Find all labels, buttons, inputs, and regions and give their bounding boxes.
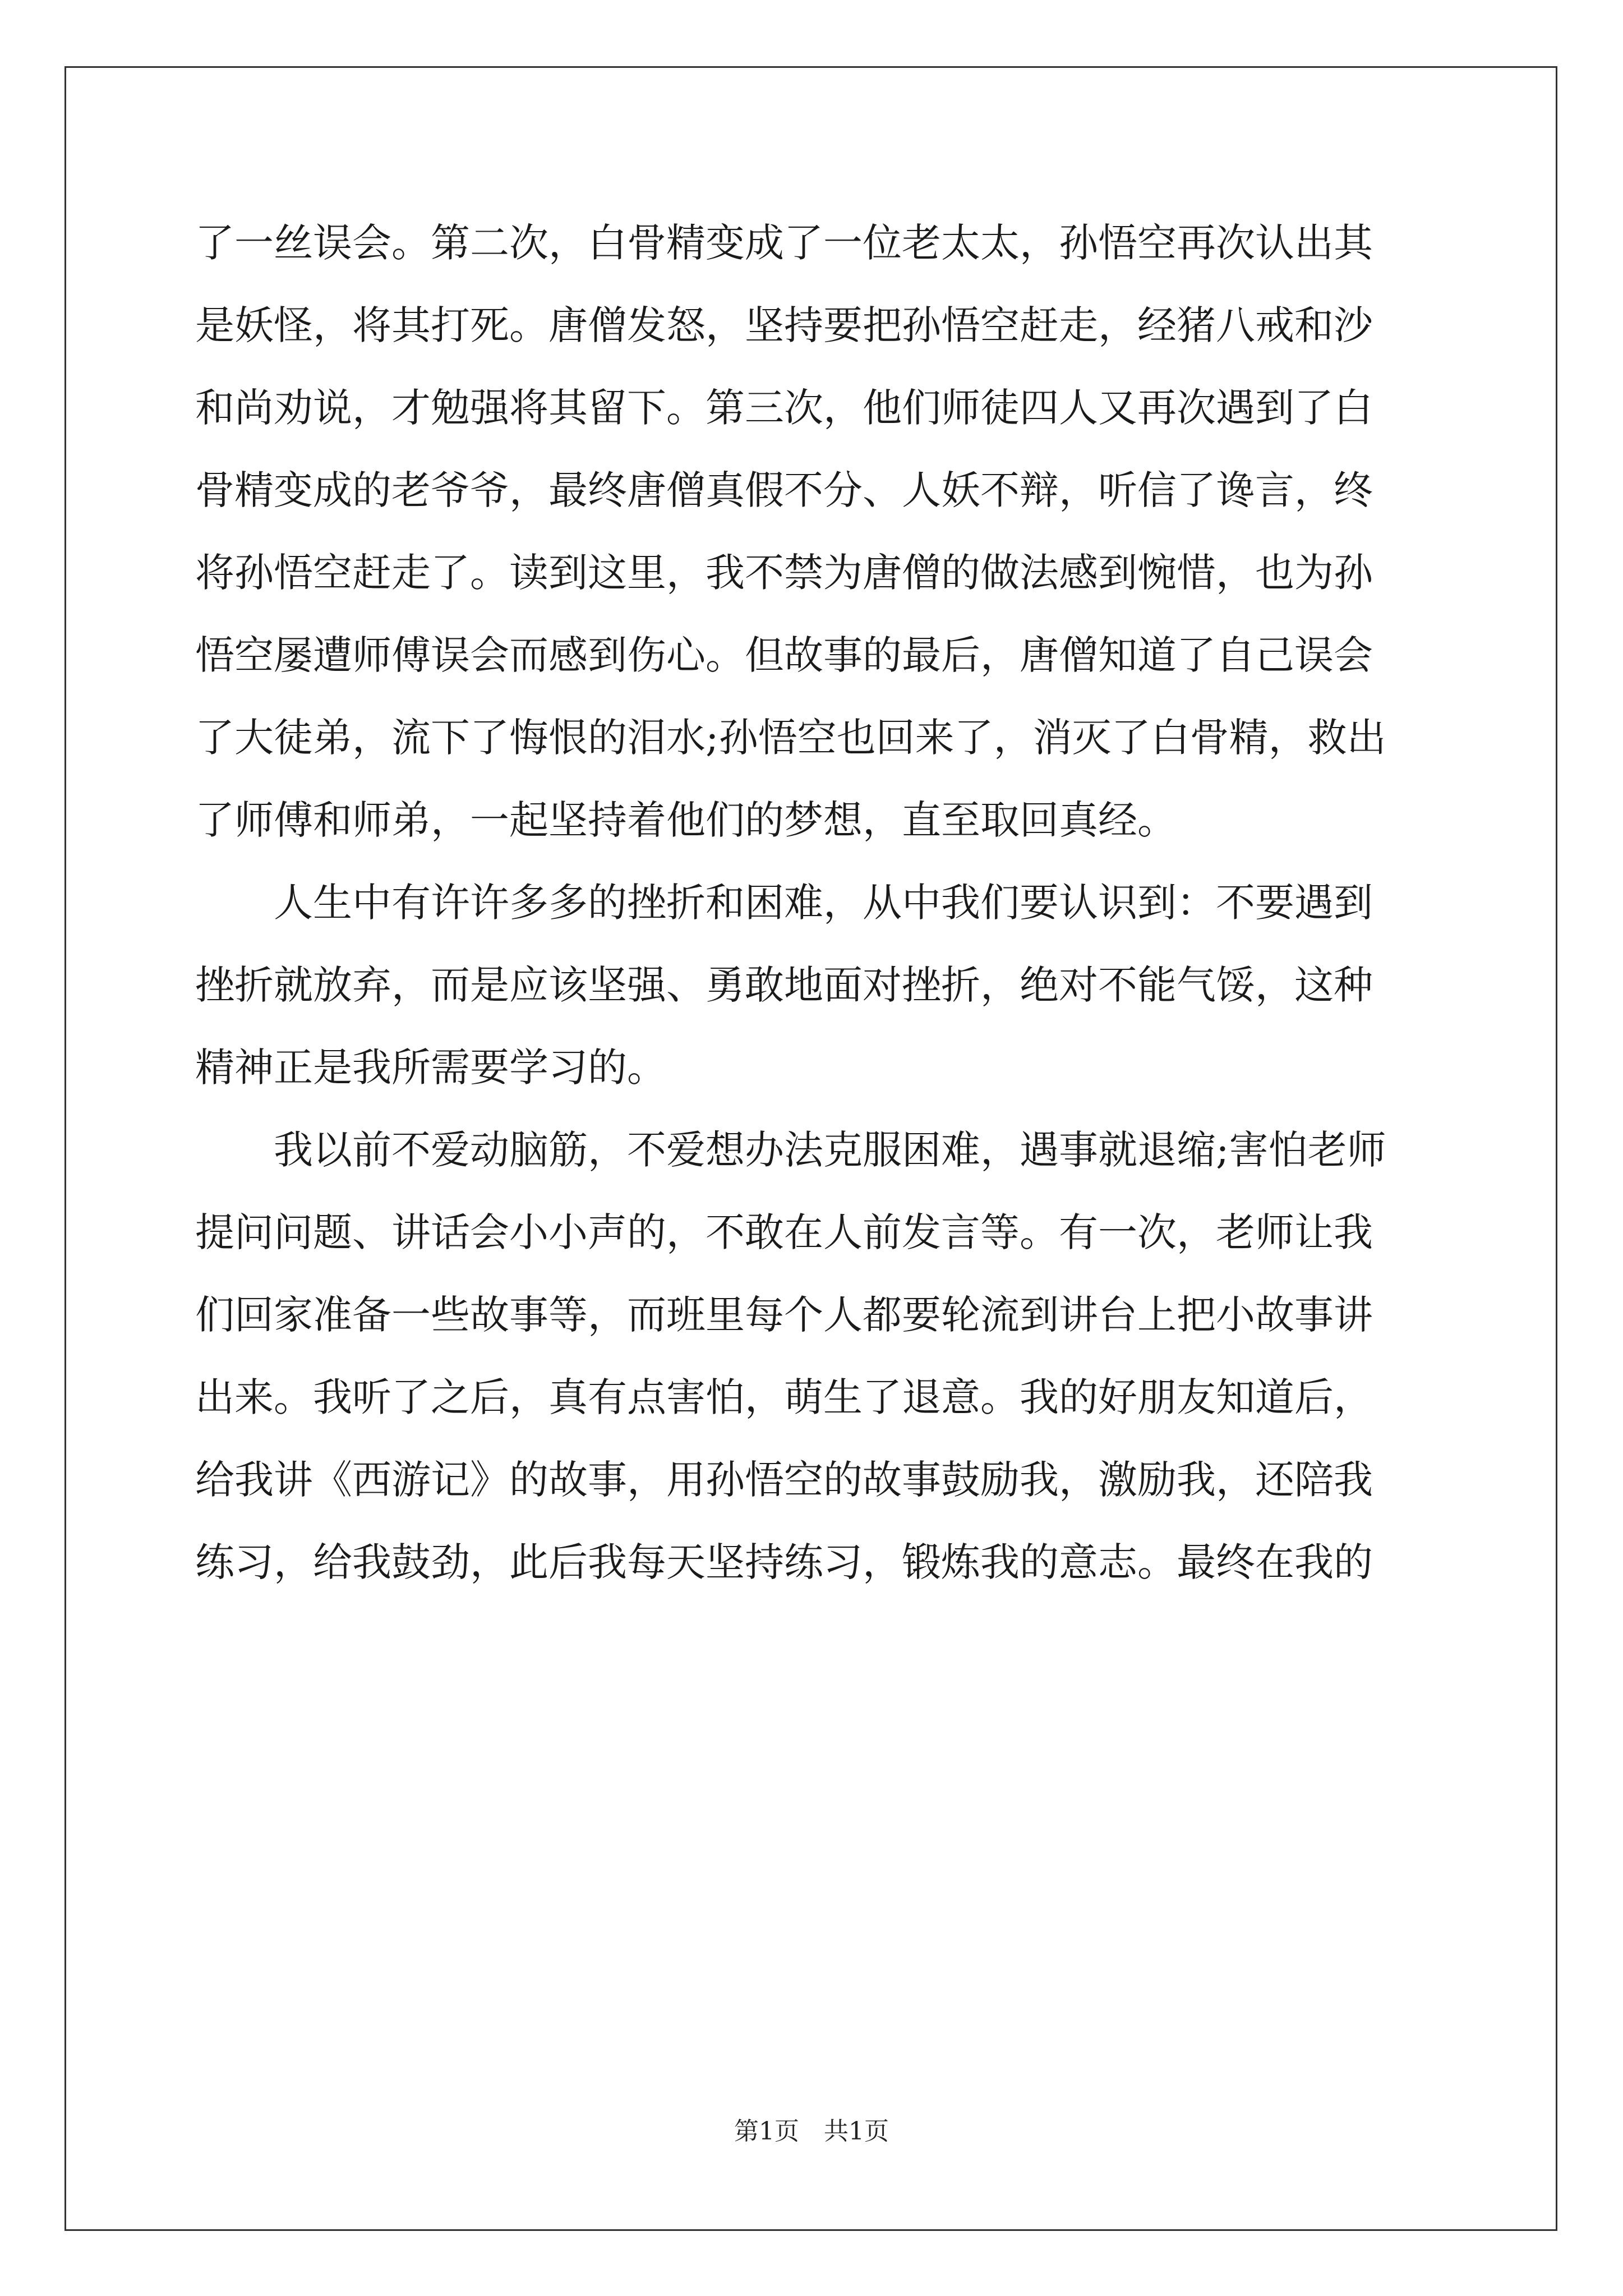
text-line: 了一丝误会。第二次，白骨精变成了一位老太太，孙悟空再次认出其 xyxy=(195,220,1373,266)
text-line: 精神正是我所需要学习的。 xyxy=(195,1045,666,1091)
text-line: 悟空屡遭师傅误会而感到伤心。但故事的最后，唐僧知道了自己误会 xyxy=(195,632,1373,678)
text-line: 挫折就放弃，而是应该坚强、勇敢地面对挫折，绝对不能气馁，这种 xyxy=(195,962,1373,1008)
text-line: 是妖怪，将其打死。唐僧发怒，坚持要把孙悟空赶走，经猪八戒和沙 xyxy=(195,302,1373,348)
document-body xyxy=(195,202,1429,1604)
text-line: 练习，给我鼓劲，此后我每天坚持练习，锻炼我的意志。最终在我的 xyxy=(195,1539,1373,1585)
text-line: 了师傅和师弟，一起坚持着他们的梦想，直至取回真经。 xyxy=(195,797,1177,843)
text-line: 出来。我听了之后，真有点害怕，萌生了退意。我的好朋友知道后， xyxy=(195,1374,1373,1420)
text-line: 给我讲《西游记》的故事，用孙悟空的故事鼓励我，激励我，还陪我 xyxy=(195,1457,1373,1503)
text-line: 我以前不爱动脑筋，不爱想办法克服困难，遇事就退缩;害怕老师 xyxy=(195,1127,1386,1173)
text-line: 人生中有许许多多的挫折和困难，从中我们要认识到：不要遇到 xyxy=(195,880,1373,926)
text-line: 提问问题、讲话会小小声的，不敢在人前发言等。有一次，老师让我 xyxy=(195,1209,1373,1255)
page-footer: 第1页 共1页 xyxy=(734,2117,889,2146)
text-line: 和尚劝说，才勉强将其留下。第三次，他们师徒四人又再次遇到了白 xyxy=(195,385,1373,431)
text-line: 们回家准备一些故事等，而班里每个人都要轮流到讲台上把小故事讲 xyxy=(195,1292,1373,1338)
text-line: 了大徒弟，流下了悔恨的泪水;孙悟空也回来了，消灭了白骨精，救出 xyxy=(195,715,1386,761)
text-line: 将孙悟空赶走了。读到这里，我不禁为唐僧的做法感到惋惜，也为孙 xyxy=(195,550,1373,596)
text-line: 骨精变成的老爷爷，最终唐僧真假不分、人妖不辩，听信了谗言，终 xyxy=(195,467,1373,513)
